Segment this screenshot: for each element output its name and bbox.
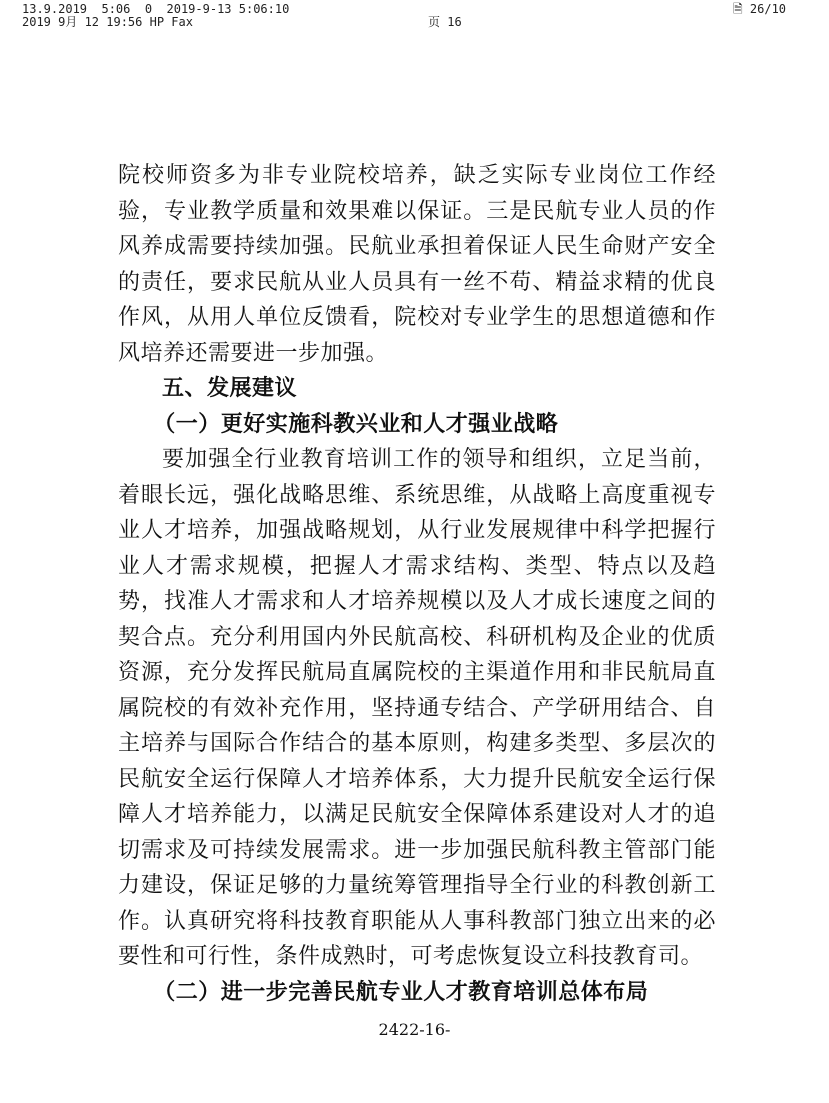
subsection-heading-1: （一）更好实施科教兴业和人才强业战略 xyxy=(153,410,559,437)
fax-page-count-value: 26/10 xyxy=(749,2,787,16)
fax-header-line-1: 13.9.2019 5:06 0 2019-9-13 5:06:10 xyxy=(22,2,290,16)
document-icon: 🗎 xyxy=(733,2,743,16)
page-number: 2422-16- xyxy=(378,1020,451,1039)
section-heading-5: 五、发展建议 xyxy=(162,375,298,401)
subsection-heading-2: （二）进一步完善民航专业人才教育培训总体布局 xyxy=(153,978,649,1005)
paragraph-1: 院校师资多为非专业院校培养，缺乏实际专业岗位工作经验，专业教学质量和效果难以保证。三是民航专业人员的作风养成需要持续加强。民航业承担着保证人民生命财产安全的责任，要求民航从业人员具有一丝不苟、精益求精的优良作风，从用人单位反馈看，院校对专业学生的思想道德和作风培养还需要进一步加强。 xyxy=(118,163,716,366)
fax-page-label: 页 16 xyxy=(428,15,462,29)
fax-page-count xyxy=(733,2,786,16)
paragraph-2: 要加强全行业教育培训工作的领导和组织，立足当前，着眼长远，强化战略思维、系统思维，从战略上高度重视专业人才培养，加强战略规划，从行业发展规律中科学把握行业人才需求规模，把握人才需求结构、类型、特点以及趋势，找准人才需求和人才培养规模以及人才成长速度之间的契合点。充分利用国内外民航高校、科研机构及企业的优质资源，充分发挥民航局直属院校的主渠道作用和非民航局直属院校的有效补充作用，坚持通专结合、产学研用结合、自主培养与国际合作结合的基本原则，构建多类型、多层次的民航安全运行保障人才培养体系，大力提升民航安全运行保障人才培养能力，以满足民航安全保障体系建设对人才的追切需求及可持续发展需求。进一步加强民航科教主管部门能力建设，保证足够的力量统筹管理指导全行业的科教创新工作。认真研究将科技教育职能从人事科教部门独立出来的必要性和可行性，条件成熟时，可考虑恢复设立科技教育司。 xyxy=(118,447,716,969)
document-body xyxy=(118,158,716,1010)
fax-header-line-2: 2019 9月 12 19:56 HP Fax xyxy=(22,15,193,29)
